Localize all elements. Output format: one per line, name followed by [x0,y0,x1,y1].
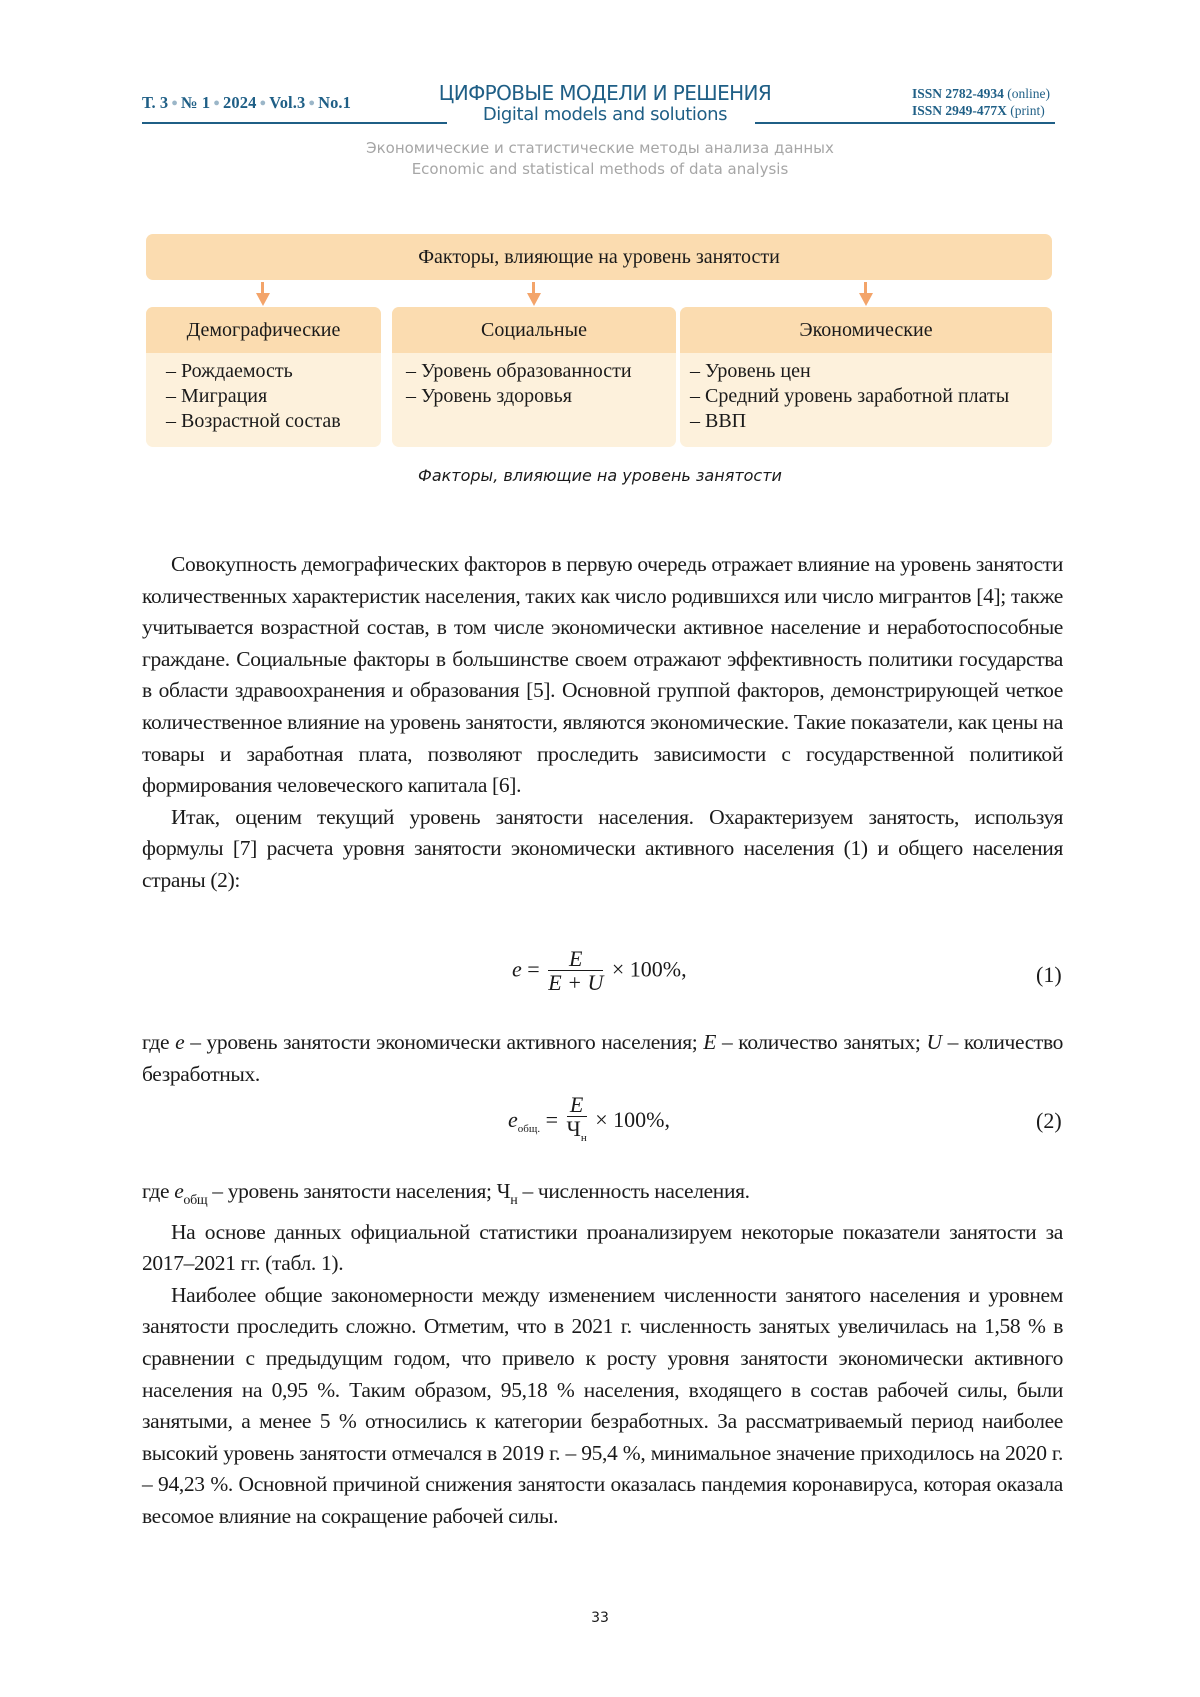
column-items [146,353,381,434]
issn-print: ISSN 2949-477X (print) [912,103,1045,118]
formula-1-legend: где e – уровень занятости экономически активного населения; E – количество занятых; U – количество безработных. [142,1030,1064,1086]
figure-caption: Факторы, влияющие на уровень занятости [418,466,782,485]
column-item: – Средний уровень заработной платы [690,384,1052,409]
column-item: – Уровень цен [690,359,1052,384]
equation-number: (2) [1036,1108,1062,1133]
column-item: – ВВП [690,409,1052,434]
column-item: – Рождаемость [166,359,381,384]
column-title: Демографические [146,307,381,353]
issn-online: ISSN 2782-4934 (online) [912,86,1051,101]
body-text-block-1 [142,549,1063,897]
separator-dot: ● [308,97,316,109]
volume-en: Vol.3 [269,93,306,112]
column-item: – Уровень образованности [406,359,676,384]
journal-title-en: Digital models and solutions [482,104,728,125]
equation-number: (1) [1036,962,1062,987]
issn-block [912,85,1050,119]
paragraph: Наиболее общие закономерности между изменением численности занятого населения и уровнем занятости проследить сложно. Отметим, что в 2021 г. численность занятых увеличилась на 1,58 % в сравнении с предыдущим годом, что привело к росту уровня занятости экономически активного населения на 0,95 %. Таким образом, 95,18 % населения, входящего в состав рабочей силы, были занятыми, а менее 5 % относились к категории безработных. За рассматриваемый период наиболее высокий уровень занятости отмечался в 2019 г. – 95,4 %, минимальное значение приходилось на 2020 г. – 94,23 %. Основной причиной снижения занятости оказалась пандемия коронавируса, которая оказала весомое влияние на сокращение рабочей силы. [142,1282,1063,1528]
paragraph: Совокупность демографических факторов в первую очередь отражает влияние на уровень занятости количественных характеристик населения, таких как число родившихся или число мигрантов [4]; также учитывается возрастной состав, в том числе экономически активное население и неработоспособные граждане. Социальные факторы в большинстве своем отражают эффективность политики государства в области здравоохранения и образования [5]. Основной группой факторов, демонстрирующей четкое количественное влияние на уровень занятости, являются экономические. Такие показатели, как цены на товары и заработная плата, позволяют проследить зависимости с государственной политикой формирования человеческого капитала [6]. [142,552,1063,798]
header-rule-right [755,122,1055,124]
section-title-en: Economic and statistical methods of data analysis [411,160,789,178]
diagram-root-box: Факторы, влияющие на уровень занятости [146,234,1052,280]
body-text-block-2 [142,1027,1063,1090]
formula-1: e = $\frac{E}{E + U}$ × 100%, [512,946,687,995]
paragraph: На основе данных официальной статистики проанализируем некоторые показатели занятости за 2017–2021 гг. (табл. 1). [142,1219,1063,1276]
diagram-column-demographic [146,307,381,447]
formula-2: $e_{общ.}$ = $\frac{E}{Ч_н}$ × 100%, [508,1094,670,1150]
column-item: – Возрастной состав [166,409,381,434]
column-item: – Уровень здоровья [406,384,676,409]
diagram-column-economic [680,307,1052,447]
issue-en: No.1 [318,93,352,112]
separator-dot: ● [213,97,221,109]
formula-2-legend: где $e_{общ}$ – уровень занятости населения; $Ч_н$ – численность населения. [142,1179,750,1208]
fraction: $\frac{E}{Ч_н}$ [566,1092,587,1144]
page-number: 33 [591,1610,609,1626]
issue: № 1 [181,93,211,112]
fraction: $\frac{E}{E + U}$ [548,946,604,995]
separator-dot: ● [259,97,267,109]
header-rule-left [142,122,447,124]
volume: Т. 3 [142,93,169,112]
body-text-block-3 [142,1176,1063,1533]
column-items [392,353,676,409]
section-title-ru: Экономические и статистические методы анализа данных [366,139,834,157]
column-item: – Миграция [166,384,381,409]
separator-dot: ● [171,97,179,109]
column-title: Экономические [680,307,1052,353]
year: 2024 [223,93,257,112]
journal-title-ru: ЦИФРОВЫЕ МОДЕЛИ И РЕШЕНИЯ [438,81,772,105]
paragraph: Итак, оценим текущий уровень занятости населения. Охарактеризуем занятость, используя формулы [7] расчета уровня занятости экономически активного населения (1) и общего населения страны (2): [142,804,1063,892]
journal-issue-info [142,93,351,113]
column-title: Социальные [392,307,676,353]
diagram-column-social [392,307,676,447]
column-items [680,353,1052,434]
